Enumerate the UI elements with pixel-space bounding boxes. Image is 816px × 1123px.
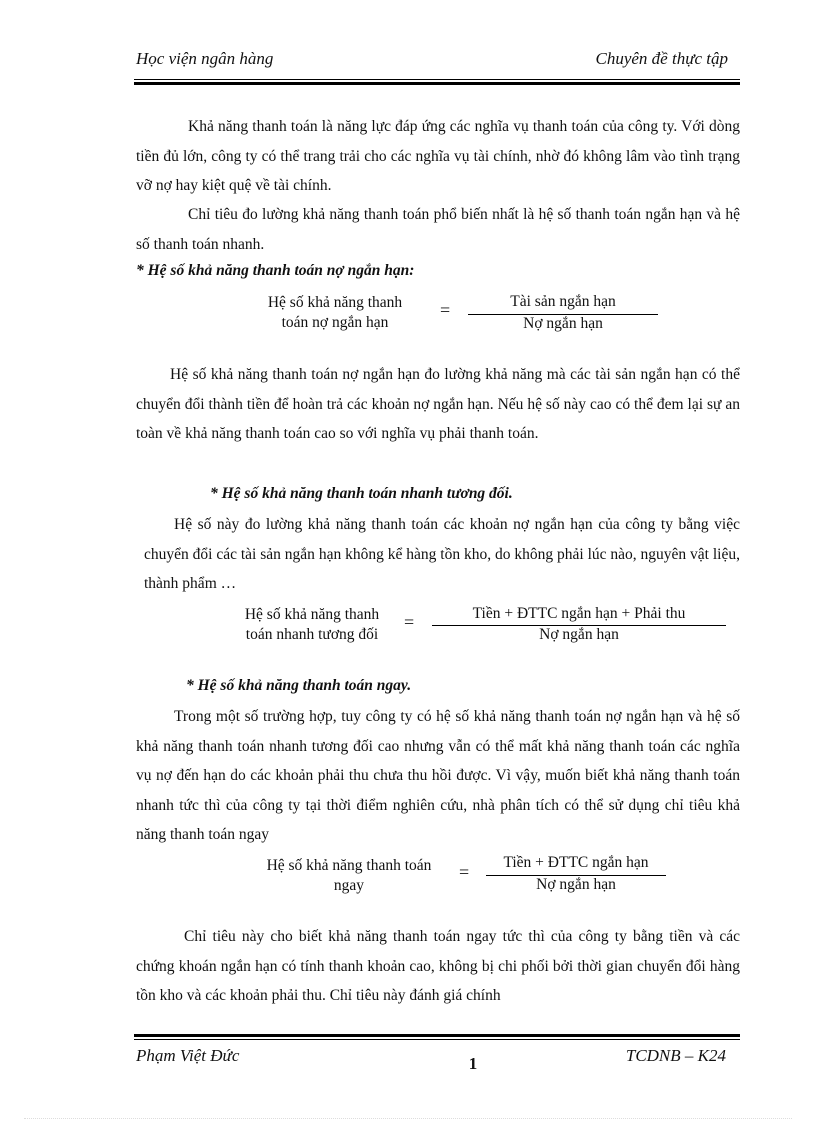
paragraph-2: Chỉ tiêu đo lường khả năng thanh toán phổ biến nhất là hệ số thanh toán ngắn hạn và hệ số thanh toán nhanh.	[136, 206, 740, 253]
formula-1-numerator: Tài sản ngắn hạn	[510, 293, 616, 310]
paragraph-3: Hệ số khả năng thanh toán nợ ngắn hạn đo lường khả năng mà các tài sản ngắn hạn có thể chuyển đổi thành tiền để hoàn trả các khoản nợ ngắn hạn. Nếu hệ số này cao có thể đem lại sự an toàn về khả năng thanh toán cao so với nghĩa vụ phải thanh toán.	[136, 366, 740, 442]
header-right-title: Chuyên đề thực tập	[595, 49, 728, 68]
formula-1-denominator: Nợ ngắn hạn	[523, 315, 603, 332]
formula-2-equals: =	[404, 612, 415, 632]
formula-1-label-line2: toán nợ ngắn hạn	[281, 314, 389, 331]
formula-2-numerator: Tiền + ĐTTC ngắn hạn + Phải thu	[472, 605, 686, 622]
heading-quick-ratio: * Hệ số khả năng thanh toán nhanh tương đối.	[210, 485, 513, 502]
formula-3-label-line2: ngay	[333, 877, 365, 894]
header-rule-thick	[134, 82, 740, 85]
footer-author: Phạm Việt Đức	[136, 1046, 240, 1065]
paragraph-4: Hệ số này đo lường khả năng thanh toán các khoản nợ ngắn hạn của công ty bằng việc chuyển đổi các tài sản ngắn hạn không kể hàng tồn kho, do không phải lúc nào, nguyên vật liệu, thành phẩm …	[144, 516, 740, 592]
heading-cash-ratio: * Hệ số khả năng thanh toán ngay.	[186, 677, 412, 694]
formula-1-label-line1: Hệ số khả năng thanh	[267, 294, 403, 311]
footer-class-code: TCDNB – K24	[625, 1046, 726, 1065]
header-rule-thin	[134, 79, 740, 80]
formula-3-label	[245, 856, 453, 896]
formula-2-denominator: Nợ ngắn hạn	[539, 626, 619, 643]
formula-2-label-line2: toán nhanh tương đối	[245, 626, 379, 643]
paragraph-5: Trong một số trường hợp, tuy công ty có hệ số khả năng thanh toán nợ ngắn hạn và hệ số khả năng thanh toán nhanh tương đối cao nhưng vẫn có thể mất khả năng thanh toán các nghĩa vụ nợ đến hạn do các khoản phải thu chưa thu hồi được. Vì vậy, muốn biết khả năng thanh toán nhanh tức thì của công ty tại thời điểm nghiên cứu, nhà phân tích có thể sử dụng chỉ tiêu khả năng thanh toán ngay	[136, 708, 740, 843]
paragraph-6: Chỉ tiêu này cho biết khả năng thanh toán ngay tức thì của công ty bằng tiền và các chứng khoán ngắn hạn có tính thanh khoản cao, không bị chi phối bởi thời gian chuyển đổi hàng tồn kho và các khoản phải thu. Chỉ tiêu này đánh giá chính	[136, 928, 740, 1004]
heading-current-ratio: * Hệ số khả năng thanh toán nợ ngắn hạn:	[136, 262, 415, 279]
footer-rule-thin	[134, 1039, 740, 1040]
page-number: 1	[468, 1054, 478, 1073]
formula-3-numerator: Tiền + ĐTTC ngắn hạn	[503, 854, 649, 871]
page-bottom-dotted-border	[24, 1118, 792, 1119]
formula-2-label-line1: Hệ số khả năng thanh	[244, 606, 380, 623]
formula-1-equals: =	[440, 300, 451, 320]
paragraph-1: Khả năng thanh toán là năng lực đáp ứng các nghĩa vụ thanh toán của công ty. Với dòng tiền đủ lớn, công ty có thể trang trải cho các nghĩa vụ tài chính, nhờ đó không lâm vào tình trạng vỡ nợ hay kiệt quệ về tài chính.	[136, 118, 740, 194]
header-left-title: Học viện ngân hàng	[136, 49, 274, 68]
formula-3-equals: =	[459, 862, 470, 882]
formula-3-label-line1: Hệ số khả năng thanh toán	[266, 857, 432, 874]
formula-1-label	[245, 293, 425, 333]
formula-3-denominator: Nợ ngắn hạn	[536, 876, 616, 893]
formula-2-label	[222, 605, 402, 645]
footer-rule-thick	[134, 1034, 740, 1037]
